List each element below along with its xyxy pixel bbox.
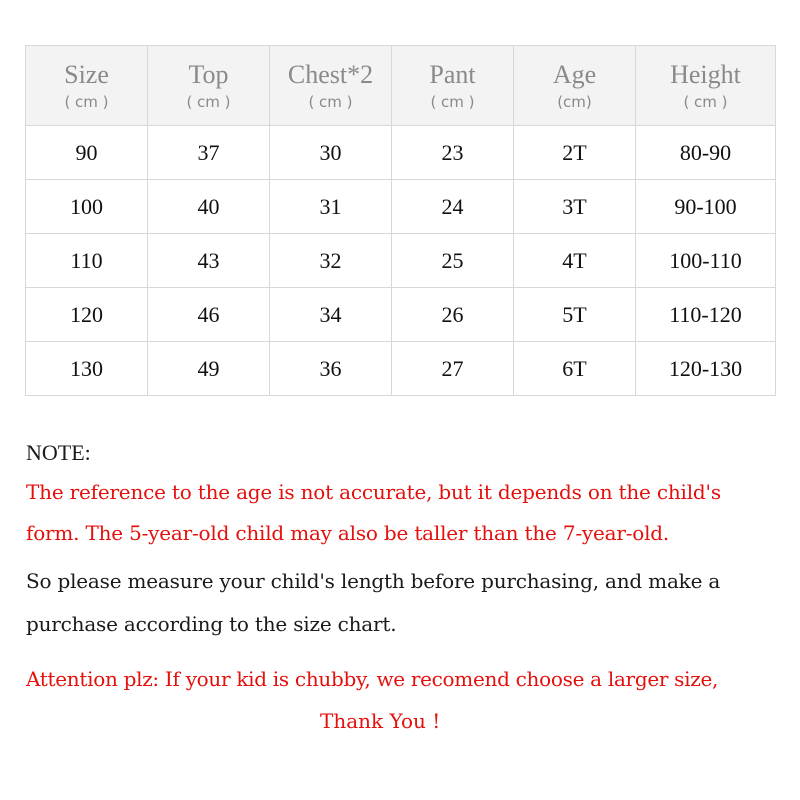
cell-pant: 27 [392, 342, 514, 396]
header-unit: ( cm ) [64, 92, 109, 111]
header-title: Age [552, 59, 597, 89]
cell-top: 43 [148, 234, 270, 288]
cell-height: 100-110 [636, 234, 776, 288]
cell-size: 90 [26, 126, 148, 180]
cell-pant: 25 [392, 234, 514, 288]
cell-size: 110 [26, 234, 148, 288]
cell-height: 80-90 [636, 126, 776, 180]
cell-pant: 26 [392, 288, 514, 342]
table-row [26, 342, 776, 396]
header-title: Height [670, 59, 741, 89]
cell-size: 100 [26, 180, 148, 234]
cell-height: 120-130 [636, 342, 776, 396]
cell-age: 4T [514, 234, 636, 288]
header-cell-height [636, 46, 776, 126]
size-chart-body [26, 126, 776, 396]
chubby-attention-note: Attention plz: If your kid is chubby, we recomend choose a larger size, [26, 667, 719, 691]
cell-pant: 23 [392, 126, 514, 180]
cell-chest: 31 [270, 180, 392, 234]
note-label: NOTE: [26, 440, 91, 465]
measure-advice-line-1: So please measure your child's length before purchasing, and make a [26, 569, 721, 593]
header-title: Chest*2 [287, 59, 374, 89]
cell-age: 5T [514, 288, 636, 342]
header-cell-chest [270, 46, 392, 126]
cell-chest: 34 [270, 288, 392, 342]
cell-size: 120 [26, 288, 148, 342]
thank-you-text: Thank You ! [320, 709, 441, 733]
size-chart-table [25, 45, 776, 396]
header-unit: ( cm ) [186, 92, 231, 111]
notes-section [26, 436, 786, 742]
header-cell-age [514, 46, 636, 126]
header-title: Size [64, 59, 109, 89]
cell-height: 110-120 [636, 288, 776, 342]
header-cell-pant [392, 46, 514, 126]
table-row [26, 126, 776, 180]
header-cell-top [148, 46, 270, 126]
cell-age: 2T [514, 126, 636, 180]
table-row [26, 234, 776, 288]
header-cell-size [26, 46, 148, 126]
header-unit: (cm) [557, 92, 592, 111]
age-disclaimer-line-1: The reference to the age is not accurate, but it depends on the child's [26, 480, 721, 504]
cell-chest: 36 [270, 342, 392, 396]
age-disclaimer-line-2: form. The 5-year-old child may also be taller than the 7-year-old. [26, 521, 670, 545]
header-title: Top [188, 59, 229, 89]
measure-advice-line-2: purchase according to the size chart. [26, 612, 397, 636]
table-row [26, 288, 776, 342]
cell-top: 46 [148, 288, 270, 342]
cell-height: 90-100 [636, 180, 776, 234]
cell-pant: 24 [392, 180, 514, 234]
header-unit: ( cm ) [430, 92, 475, 111]
size-chart-header [26, 46, 776, 126]
cell-top: 37 [148, 126, 270, 180]
cell-size: 130 [26, 342, 148, 396]
cell-top: 40 [148, 180, 270, 234]
cell-chest: 30 [270, 126, 392, 180]
cell-top: 49 [148, 342, 270, 396]
cell-age: 3T [514, 180, 636, 234]
cell-age: 6T [514, 342, 636, 396]
header-title: Pant [429, 59, 476, 89]
header-unit: ( cm ) [308, 92, 353, 111]
table-row [26, 180, 776, 234]
header-row [26, 46, 776, 126]
cell-chest: 32 [270, 234, 392, 288]
header-unit: ( cm ) [683, 92, 728, 111]
